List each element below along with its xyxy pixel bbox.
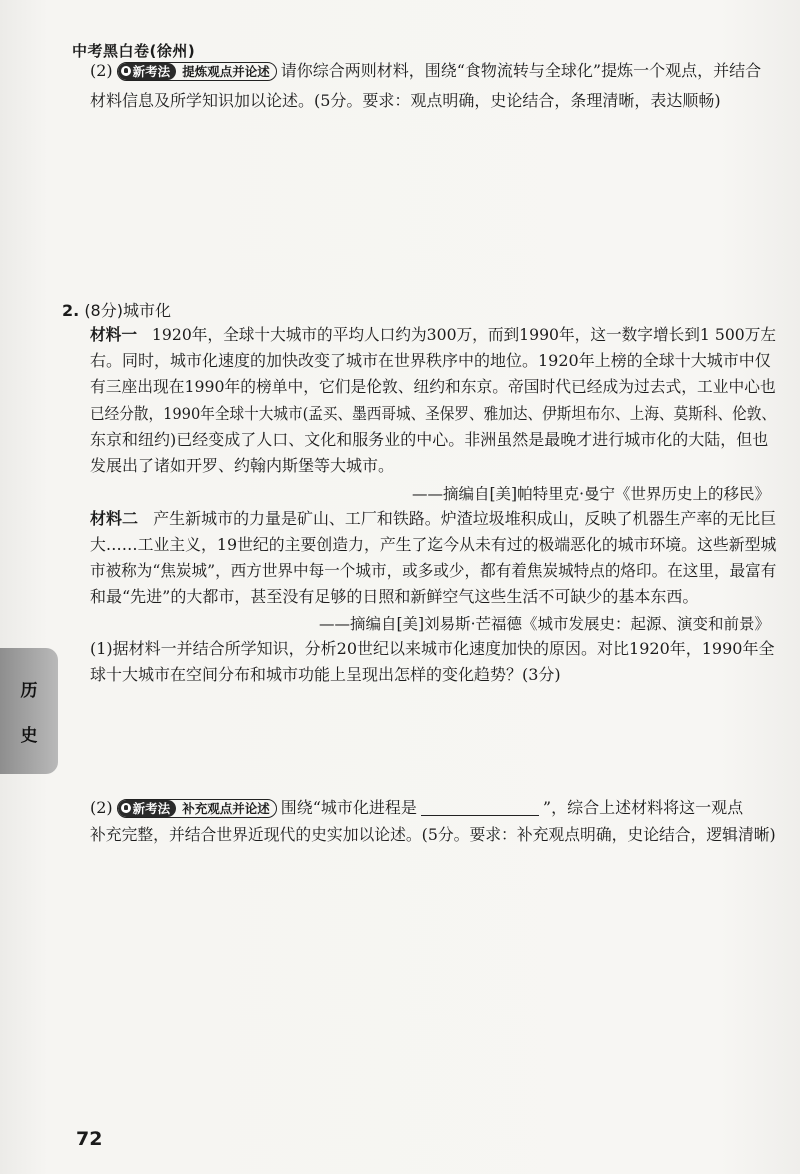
- page-number: 72: [76, 1128, 103, 1150]
- material2-line-1: 大……工业主义，19世纪的主要创造力，产生了迄今从未有过的极端恶化的城市环境。这些新型城: [90, 535, 777, 554]
- q1-part2-tag: [117, 62, 277, 81]
- q2-part2-number: (2): [90, 798, 113, 817]
- q1-part2-text-2: 材料信息及所学知识加以论述。(5分。要求：观点明确，史论结合，条理清晰，表达顺畅): [90, 91, 721, 110]
- material2-line-2: 市被称为“焦炭城”，西方世界中每一个城市，或多或少，都有着焦炭城特点的烙印。在这里，最富有: [90, 561, 777, 580]
- q2-part2-tag: [117, 799, 277, 818]
- subject-char-2: 史: [20, 726, 38, 746]
- new-method-badge: [118, 800, 177, 817]
- q1-part2-line1: [90, 60, 761, 82]
- lightbulb-icon: [121, 66, 131, 76]
- q2-part1-line1: (1)据材料一并结合所学知识，分析20世纪以来城市化速度加快的原因。对比1920年，1990年全: [90, 639, 775, 658]
- q2-part2-text-2: 补充完整，并结合世界近现代的史实加以论述。(5分。要求：补充观点明确，史论结合，逻辑清晰): [90, 825, 776, 844]
- material1-line-4: 东京和纽约)已经变成了人口、文化和服务业的中心。非洲虽然是最晚才进行城市化的大陆，但也: [90, 430, 769, 449]
- material2-line-0: 材料二 产生新城市的力量是矿山、工厂和铁路。炉渣垃圾堆积成山，反映了机器生产率的无比巨: [90, 509, 777, 528]
- material1-source: ——摘编自[美]帕特里克·曼宁《世界历史上的移民》: [411, 485, 770, 503]
- material2-source: ——摘编自[美]刘易斯·芒福德《城市发展史：起源、演变和前景》: [318, 615, 770, 633]
- q1-part2-number: (2): [90, 61, 113, 80]
- material1-line-1: 右。同时，城市化速度的加快改变了城市在世界秩序中的地位。1920年上榜的全球十大城市中仅: [90, 351, 771, 370]
- subject-char-1: 历: [20, 681, 38, 701]
- answer-blank[interactable]: [421, 801, 539, 816]
- book-title: 中考黑白卷(徐州): [72, 42, 196, 60]
- new-method-badge: [118, 63, 177, 80]
- q2-part1-line2: 球十大城市在空间分布和城市功能上呈现出怎样的变化趋势？(3分): [90, 665, 561, 684]
- question-type-label: 提炼观点并论述: [182, 63, 270, 79]
- material1-line-3: 已经分散，1990年全球十大城市(孟买、墨西哥城、圣保罗、雅加达、伊斯坦布尔、上海、莫斯科、伦敦、: [90, 404, 776, 423]
- material2-label: 材料二: [90, 509, 138, 528]
- material1-line-5: 发展出了诸如开罗、约翰内斯堡等大城市。: [90, 456, 395, 475]
- question2-heading: (8分)城市化: [84, 301, 171, 320]
- q2-part2-text-a: 围绕“城市化进程是: [280, 798, 417, 817]
- material1-line-2: 有三座出现在1990年的榜单中，它们是伦敦、纽约和东京。帝国时代已经成为过去式，工业中心也: [90, 377, 776, 396]
- material1-label: 材料一: [90, 325, 137, 344]
- q2-part2-text-b: ”，综合上述材料将这一观点: [542, 798, 744, 817]
- question-type-label: 补充观点并论述: [182, 800, 270, 816]
- material1-line-0: 材料一 1920年，全球十大城市的平均人口约为300万，而到1990年，这一数字增长到1 500万左: [90, 325, 777, 344]
- q1-part2-text-1: 请你综合两则材料，围绕“食物流转与全球化”提炼一个观点，并结合: [280, 61, 762, 80]
- new-method-label: 新考法: [132, 63, 171, 79]
- question2-title: [62, 298, 171, 321]
- lightbulb-icon: [121, 803, 131, 813]
- subject-side-tab: [0, 648, 58, 774]
- new-method-label: 新考法: [132, 800, 171, 816]
- material2-line-3: 和最“先进”的大都市，甚至没有足够的日照和新鲜空气这些生活不可缺少的基本东西。: [90, 587, 699, 606]
- q2-part2-line1: [90, 797, 743, 819]
- question2-number: 2.: [62, 301, 80, 320]
